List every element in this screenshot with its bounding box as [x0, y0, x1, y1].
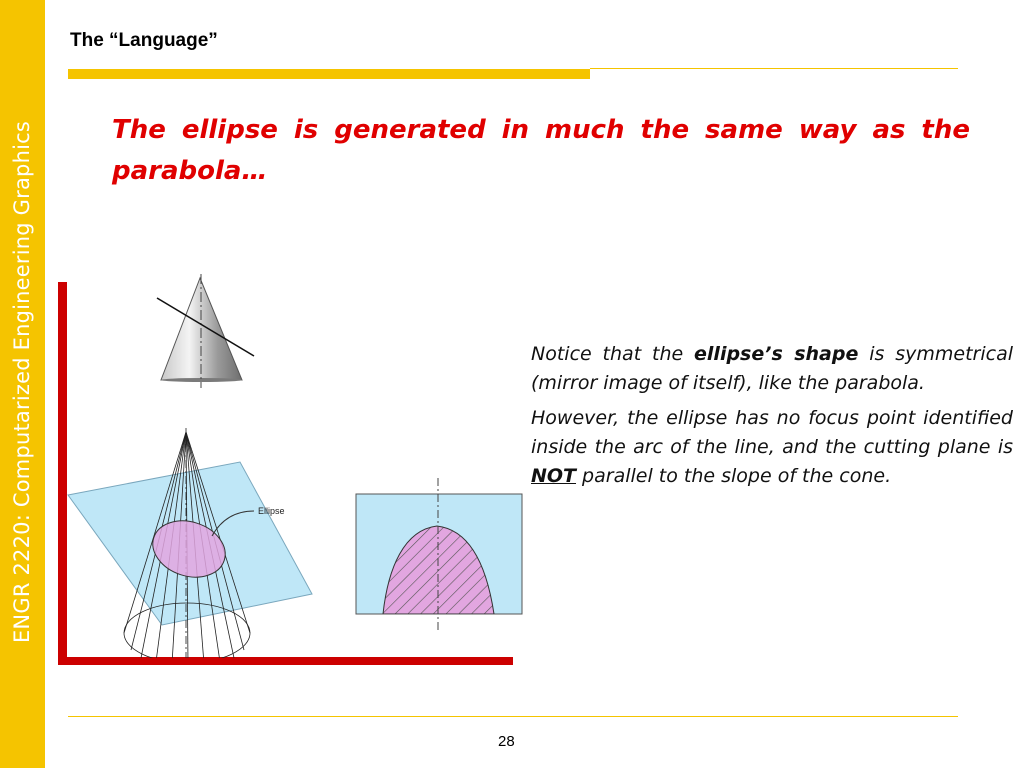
note1-emphasis: ellipse’s shape	[694, 343, 859, 365]
projection-view	[356, 478, 522, 630]
footer-rule	[68, 716, 958, 717]
ellipse-label: Ellipse	[258, 506, 285, 516]
note2-text-start: However, the ellipse has no focus point identified inside the arc of the line, and the cutting plane is	[531, 407, 1013, 458]
bracket-horizontal	[58, 657, 513, 665]
note2-not-emphasis: NOT	[531, 465, 577, 487]
notes-text	[531, 340, 1013, 497]
ellipse-figure	[66, 268, 526, 658]
title-underline-thin	[590, 68, 958, 69]
slide-headline: The ellipse is generated in much the same way as the parabola…	[112, 115, 970, 186]
slide-title: The “Language”	[70, 30, 218, 51]
sidebar-band	[0, 0, 45, 768]
course-title: ENGR 2220: Computarized Engineering Graphics	[10, 120, 34, 644]
page-number: 28	[498, 733, 515, 750]
note-paragraph-1	[531, 340, 1013, 398]
note1-text-start: Notice that the	[531, 343, 695, 365]
title-underline-thick	[68, 69, 590, 79]
note2-text-end: parallel to the slope of the cone.	[576, 465, 892, 487]
small-cone	[157, 274, 254, 388]
note1-text-end: is symmetrical (mirror image of itself), like the parabola.	[531, 343, 1013, 394]
note-paragraph-2	[531, 404, 1013, 491]
